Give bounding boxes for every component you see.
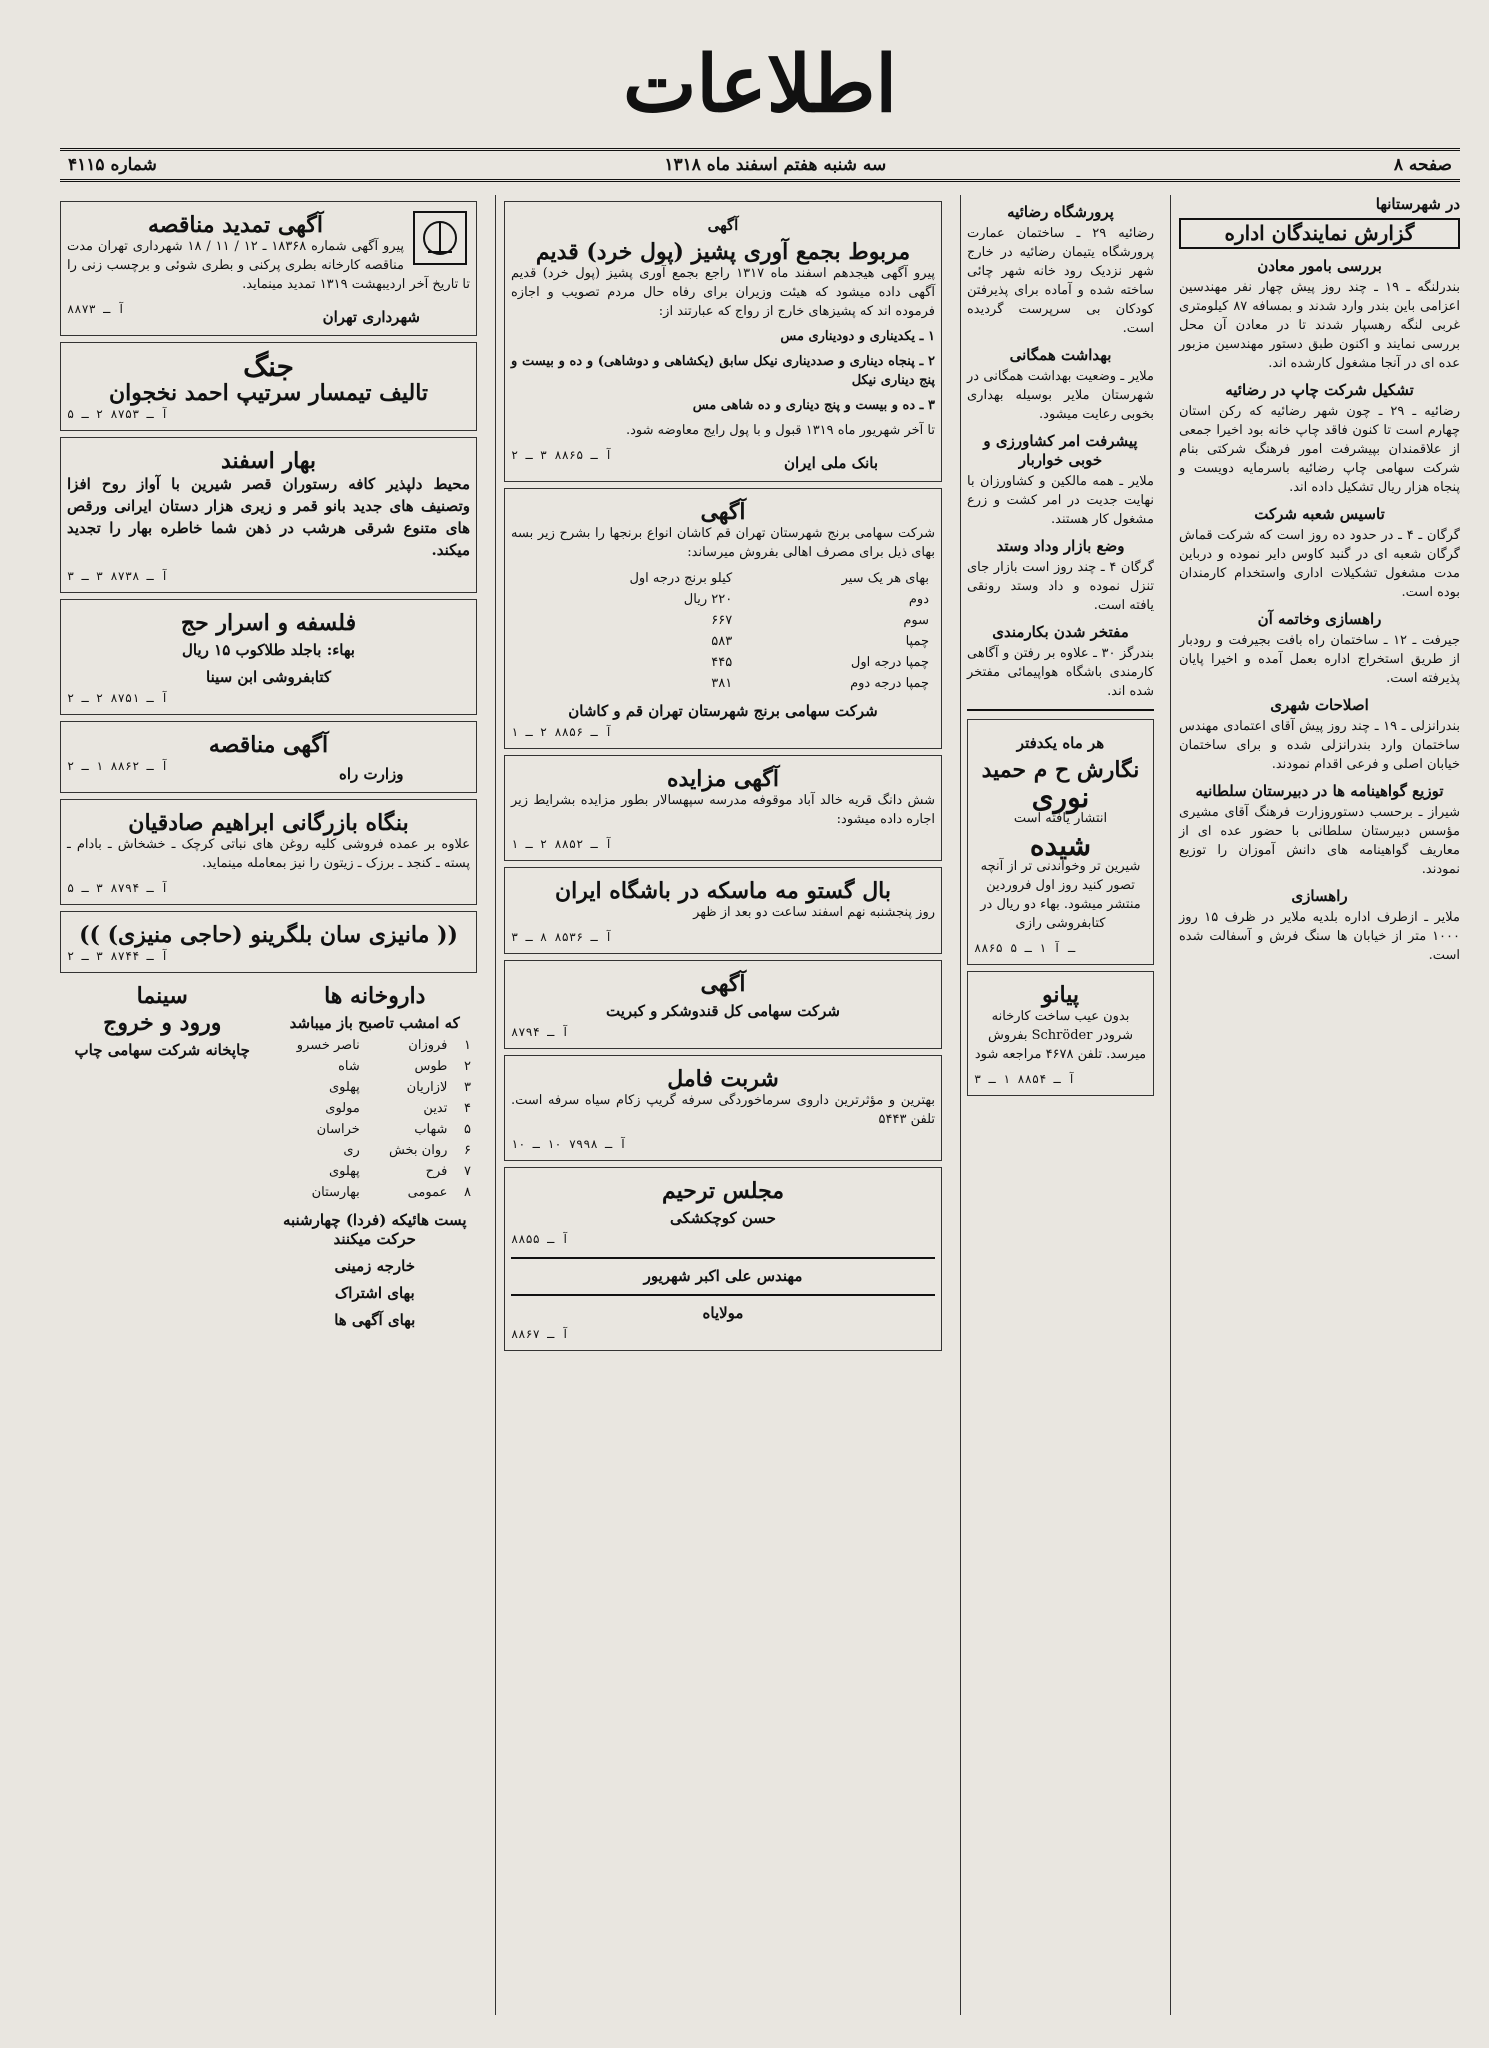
listings [60, 979, 477, 1332]
table-row [511, 589, 935, 610]
ad-heading: پیانو [1042, 982, 1079, 1008]
news-headline: تاسیس شعبه شرکت [1254, 505, 1385, 523]
table-row [273, 1077, 478, 1098]
table-cell: فروزان [408, 1038, 448, 1053]
table-cell: پهلوی [328, 1080, 360, 1095]
news-item [1179, 696, 1460, 774]
news-headline: راهسازی وخاتمه آن [1257, 610, 1382, 628]
ad-signature: مهندس علی اکبر شهریور [643, 1267, 803, 1285]
news-item [1179, 610, 1460, 688]
ad-heading: شربت فامل [667, 1066, 779, 1092]
ad-heading: بنگاه بازرگانی ابراهیم صادقیان [128, 810, 409, 836]
table-cell: دوم [908, 592, 929, 607]
news-headline: راهسازی [1291, 887, 1348, 905]
sugar-ad [504, 960, 942, 1049]
piano-ad [967, 971, 1154, 1096]
news-body: ملایر ـ وضعیت بهداشت همگانی در شهرستان ملایر بوسیله بهداری بخوبی رعایت میشود. [967, 369, 1154, 422]
table-cell: ۷ [464, 1164, 471, 1179]
ad-ref: آ ـ ۸۸۶۲ ۱ ـ ۲ [67, 759, 169, 773]
newspaper-title: اطلاعات [622, 39, 898, 130]
ad-signature: بانک ملی ایران [783, 454, 879, 472]
divider [511, 1294, 935, 1296]
dateline [60, 148, 1460, 182]
ad-ref: آ ـ ۸۷۳۸ ۳ ـ ۳ [67, 569, 169, 583]
ad-ref: آ ـ ۸۸۵۴ ۱ ـ ۳ [974, 1072, 1076, 1086]
table-cell: شهاب [414, 1122, 448, 1137]
memorial-ad [504, 1167, 942, 1351]
news-item [967, 346, 1154, 424]
table-cell: بهارستان [311, 1185, 360, 1200]
ad-ref: ۸۸۶۵ ـ آ ۱ ـ ۵ [974, 941, 1076, 955]
news-item [1179, 257, 1460, 373]
column-ads [495, 195, 950, 2015]
ad-ref: آ ـ ۷۹۹۸ ۱۰ ـ ۱۰ [511, 1137, 627, 1151]
news-headline: بررسی بامور معادن [1257, 257, 1382, 275]
ad-body: شیرین تر وخواندنی تر از آنچه تصور کنید روز اول فروردین منتشر میشود. بهاء دو ریال در کتابفروشی رازی [980, 859, 1141, 931]
post-heading: پست هائیکه (فردا) چهارشنبه حرکت میکنند [282, 1211, 467, 1248]
ad-heading: آگهی [700, 499, 746, 525]
news-list [967, 203, 1154, 701]
ad-heading: بال گستو مه ماسکه در باشگاه ایران [554, 878, 891, 904]
syrup-ad [504, 1055, 942, 1161]
table-cell: سوم [903, 613, 929, 628]
news-item [1179, 381, 1460, 497]
issue-date: سه شنبه هفتم اسفند ماه ۱۳۱۸ [664, 155, 887, 175]
ad-ref: آ ـ ۸۸۵۵ [511, 1232, 569, 1246]
pharmacy-table [273, 1035, 478, 1203]
ad-signature: شرکت سهامی کل قندوشکر و کبریت [606, 1002, 840, 1020]
cinema-heading: سینما [136, 983, 188, 1009]
news-item [967, 203, 1154, 338]
table-cell: ۶۶۷ [711, 613, 733, 628]
section-label: در شهرستانها [1375, 195, 1460, 213]
book-shop: کتابفروشی ابن سینا [206, 668, 331, 686]
news-headline: پرورشگاه رضائیه [1007, 203, 1114, 221]
issue-number: شماره ۴۱۱۵ [68, 155, 157, 175]
emblem-icon [410, 208, 470, 268]
ad-ref: آ ـ ۸۷۹۴ ۳ ـ ۵ [67, 881, 169, 895]
ad-body: محیط دلپذیر کافه رستوران قصر شیرین با آواز روح افزا وتصنیف های جدید بانو قمر و زیری هزار دستان ایرانی ورقص های متنوع شرقی هرشب در ذهن شما خاطره بهار را تجدید میکند. [67, 475, 470, 559]
table-cell: ری [343, 1143, 360, 1158]
philosophy-book-ad [60, 599, 477, 715]
table-header: کیلو برنج درجه اول [629, 571, 733, 586]
ad-body: پیرو آگهی هیجدهم اسفند ماه ۱۳۱۷ راجع بجمع آوری پشیز (پول خرد) قدیم آگهی داده میشود که هیئت وزیران برای رفاه حال مردم تصویب و اجازه فرموده اند که پشیزهای خارج از رواج که عبارتند از: [511, 266, 935, 319]
table-cell: چمپا [905, 634, 929, 649]
news-item [1179, 782, 1460, 879]
list-item: ۳ ـ ده و بیست و پنج دیناری و ده شاهی مس [692, 398, 935, 413]
table-cell: ۴۴۵ [711, 655, 733, 670]
ad-ref: آ ـ ۸۷۵۳ ۲ ـ ۵ [67, 407, 169, 421]
table-cell: ۲۲۰ ریال [683, 592, 733, 607]
news-list [1179, 257, 1460, 965]
table-row [273, 1140, 478, 1161]
mani-ad [60, 911, 477, 973]
table-cell: تدین [423, 1101, 448, 1116]
foreign-heading: خارجه زمینی [334, 1257, 415, 1275]
ad-signature: وزارت راه [338, 765, 404, 783]
ad-ref: آ ـ ۸۸۵۶ ۲ ـ ۱ [511, 725, 613, 739]
table-row [511, 652, 935, 673]
table-row [273, 1161, 478, 1182]
news-headline: اصلاحات شهری [1270, 696, 1369, 714]
news-body: گرگان ۴ ـ چند روز است بازار جای تنزل نموده و داد وستد رونقی یافته است. [967, 560, 1154, 613]
ad-body: علاوه بر عمده فروشی کلیه روغن های نباتی کرچک ـ خشخاش ـ بادام ـ پسته ـ کنجد ـ برزک ـ زیتون را نیز بمعامله مینماید. [67, 837, 470, 871]
pharmacy-heading: داروخانه ها [324, 983, 426, 1009]
ad-body: بهترین و مؤثرترین داروی سرماخوردگی سرفه گریپ زکام سیاه سرفه است. تلفن ۵۴۴۳ [511, 1093, 935, 1127]
magazine-ad [967, 719, 1154, 965]
ad-ref: آ ـ ۸۸۵۲ ۲ ـ ۱ [511, 837, 613, 851]
auction-ad [504, 755, 942, 861]
magazine-name: نوری [1031, 781, 1090, 814]
table-cell: ۸ [464, 1185, 471, 1200]
ad-heading: جنگ [243, 350, 294, 383]
ad-heading: آگهی مزایده [667, 766, 779, 792]
news-headline: توزیع گواهینامه ها در دبیرستان سلطانیه [1195, 782, 1444, 800]
ad-ref: آ ـ ۸۸۶۷ [511, 1327, 569, 1341]
book-author: تالیف تیمسار سرتیپ احمد نخجوان [108, 380, 429, 406]
ad-ref: آ ـ ۸۸۶۵ ۳ ـ ۲ [511, 448, 613, 462]
table-cell: چمپا درجه اول [850, 655, 929, 670]
ad-title: مربوط بجمع آوری پشیز (پول خرد) قدیم [535, 239, 911, 265]
ad-author: نگارش ح م حمید [981, 757, 1140, 783]
tender-ad [60, 721, 477, 793]
ad-heading: آگهی [700, 971, 746, 997]
table-row [273, 1119, 478, 1140]
ad-rates-heading: بهای آگهی ها [334, 1311, 416, 1329]
news-body: رضائیه ۲۹ ـ ساختمان عمارت پرورشگاه یتیمان رضائیه در خارج شهر نزدیک رود خانه شهر چائی ساخته شده و آماده برای پذیرفتن کودکان بی سرپرست گردیده است. [967, 226, 1154, 336]
table-row [273, 1056, 478, 1077]
news-item [1179, 887, 1460, 965]
table-row [273, 1182, 478, 1203]
table-row [511, 610, 935, 631]
column-provinces [1170, 195, 1460, 2015]
news-headline: مفتخر شدن بکارمندی [992, 623, 1129, 641]
news-body: بندرلنگه ـ ۱۹ ـ چند روز پیش چهار نفر مهندسین اعزامی باین بندر وارد شدند و بمسافه ۸۷ کیلومتری غربی لنگه رهسپار شدند تا در معادن آن محل بررسی نمایند و اکنون طبق دستور مهندسین مزبور عده ای در آنجا مشغول کارشده اند. [1179, 280, 1460, 371]
column-ads-left [60, 195, 485, 2015]
ad-heading: آگهی تمدید مناقصه [148, 212, 323, 238]
ad-signature: شهرداری تهران [322, 308, 420, 326]
news-headline: تشکیل شرکت چاپ در رضائیه [1225, 381, 1414, 399]
ad-body: بدون عیب ساخت کارخانه شرودر Schröder بفروش میرسد. تلفن ۴۶۷۸ مراجعه شود [974, 1009, 1147, 1062]
table-cell: فرح [425, 1164, 448, 1179]
ball-ad [504, 867, 942, 954]
table-cell: ناصر خسرو [296, 1038, 360, 1053]
news-body: گرگان ـ ۴ ـ در حدود ده روز است که شرکت قماش گرگان شعبه ای در گنبد کاوس دایر نموده و درباین مدت مشغول تشکیلات اداری واستخدام کارمندان بوده است. [1179, 528, 1460, 600]
ad-heading: (( مانیزی سان بلگرینو (حاجی منیزی) )) [79, 922, 458, 948]
subscription-heading: بهای اشتراک [334, 1284, 415, 1302]
coin-list [511, 327, 935, 415]
table-header: بهای هر یک سیر [841, 571, 929, 586]
table-cell: ۵ [464, 1122, 471, 1137]
table-cell: لازاریان [406, 1080, 448, 1095]
newspaper-page [60, 30, 1460, 2030]
table-cell: چمپا درجه دوم [850, 676, 929, 691]
table-cell: شاه [338, 1059, 360, 1074]
pharmacy-subheading: که امشب تاصبح باز میباشد [289, 1014, 460, 1032]
table-cell: ۴ [464, 1101, 471, 1116]
ad-ref: آ ـ ۸۸۷۳ [67, 302, 125, 316]
coin-notice [504, 201, 942, 482]
ad-note: انتشار یافته است [1013, 811, 1108, 826]
ad-signature: مولایاه [702, 1304, 744, 1322]
table-cell: ۵۸۳ [711, 634, 733, 649]
ad-ref: آ ـ ۸۷۴۴ ۳ ـ ۲ [67, 949, 169, 963]
news-headline: وضع بازار وداد وستد [996, 537, 1125, 555]
table-cell: ۳۸۱ [711, 676, 733, 691]
section-banner: گزارش نمایندگان اداره [1179, 218, 1460, 249]
news-headline: پیشرفت امر کشاورزی و خوبی خواربار [983, 432, 1138, 469]
book-price: بهاء: باجلد طلاکوب ۱۵ ریال [182, 641, 355, 659]
book-ad [60, 342, 477, 431]
price-table [511, 568, 935, 694]
news-body: رضائیه ـ ۲۹ ـ چون شهر رضائیه که رکن استان چهارم است تا کنون فاقد چاپ خانه بود اخیرا جمعی از علاقمندان بپیشرفت امور فرهنگ شرکتی بنام شرکت سهامی چاپ رضائیه باسرمایه دویست و پنجاه هزار ریال تشکیل داده اند. [1179, 404, 1460, 495]
news-body: بندرگز ۳۰ ـ علاوه بر رفتن و آگاهی کارمندی باشگاه هواپیمائی مفتخر شده اند. [967, 646, 1154, 699]
news-item [967, 537, 1154, 615]
table-cell: ۲ [464, 1059, 471, 1074]
news-body: جیرفت ـ ۱۲ ـ ساختمان راه بافت بجیرفت و رودبار از طریق استخراج اداره بعمل آمده و اخیرا پایان پذیرفته است. [1179, 633, 1460, 686]
ad-body: روز پنجشنبه نهم اسفند ساعت دو بعد از ظهر [693, 905, 935, 920]
ad-ref: آ ـ ۸۷۹۴ [511, 1025, 569, 1039]
news-body: ملایر ـ ازطرف اداره بلدیه ملایر در ظرف ۱۵ روز ۱۰۰۰ متر از خیابان ها سنگ فرش و آسفالت شده است. [1179, 910, 1460, 963]
ad-body: پیرو آگهی شماره ۱۸۳۶۸ ـ ۱۲ / ۱۱ / ۱۸ شهرداری تهران مدت مناقصه کارخانه بطری پرکنی و بطری شوئی و برچسب زنی را تا تاریخ آخر اردیبهشت ۱۳۱۹ تمدید مینماید. [67, 239, 470, 292]
column-news-2 [960, 195, 1160, 2015]
table-cell: ۳ [464, 1080, 471, 1095]
list-item: ۲ ـ پنجاه دیناری و صددیناری نیکل سابق (یکشاهی و دوشاهی) و ده و بیست و پنج دیناری نیکل [511, 354, 935, 388]
ad-body: شرکت سهامی برنج شهرستان تهران قم کاشان انواع برنجها را بشرح زیر بسه بهای ذیل برای مصرف اهالی بفروش میرساند: [511, 526, 935, 560]
ad-signature: حسن کوچکشکی [670, 1209, 776, 1227]
divider [511, 1257, 935, 1259]
ad-ref: آ ـ ۸۵۳۶ ۸ ـ ۳ [511, 930, 613, 944]
news-body: ملایر ـ همه مالکین و کشاورزان با نهایت جدیت در امر کشت و زرع مشغول کار هستند. [967, 474, 1154, 527]
tender-extension-ad [60, 201, 477, 336]
table-row [273, 1098, 478, 1119]
magazine-name-2: شیده [1029, 829, 1092, 862]
table-cell: خراسان [316, 1122, 360, 1137]
travel-heading: ورود و خروج [103, 1010, 222, 1036]
table-row [511, 631, 935, 652]
news-item [967, 432, 1154, 529]
ad-ref: آ ـ ۸۷۵۱ ۲ ـ ۲ [67, 691, 169, 705]
printer-name: چاپخانه شرکت سهامی چاپ [74, 1041, 250, 1059]
divider [967, 709, 1154, 711]
table-cell: روان بخش [388, 1143, 448, 1158]
list-item: ۱ ـ یکدیناری و دودیناری مس [780, 329, 935, 344]
table-cell: عمومی [407, 1185, 448, 1200]
news-headline: بهداشت همگانی [1009, 346, 1112, 364]
table-cell: طوس [414, 1059, 448, 1074]
ad-heading: آگهی [707, 216, 739, 234]
ad-heading: مجلس ترحیم [661, 1178, 785, 1204]
ad-heading: آگهی مناقصه [208, 732, 329, 758]
ad-body: شش دانگ قریه خالد آباد موقوفه مدرسه سپهسالار بطور مزایده بشرایط زیر اجاره داده میشود: [511, 793, 935, 827]
table-cell: پهلوی [328, 1164, 360, 1179]
news-body: شیراز ـ برحسب دستوروزارت فرهنگ آقای مشیری مؤسس دبیرستان سلطانی با حضور عده ای از معاریف گواهینامه های دانش آموزان را توزیع نمودند. [1179, 805, 1460, 877]
news-item [1179, 505, 1460, 602]
ad-heading: هر ماه یکدفتر [1016, 734, 1105, 752]
table-row [511, 673, 935, 694]
trade-ad [60, 799, 477, 905]
rice-ad [504, 488, 942, 749]
ad-heading: فلسفه و اسرار حج [180, 610, 357, 636]
ad-tail: تا آخر شهریور ماه ۱۳۱۹ قبول و با پول رایج معاوضه شود. [625, 423, 935, 438]
cafe-ad [60, 437, 477, 593]
table-row [273, 1035, 478, 1056]
masthead [60, 30, 1460, 140]
table-cell: مولوی [325, 1101, 360, 1116]
page-number: صفحه ۸ [1393, 155, 1452, 175]
ad-signature: شرکت سهامی برنج شهرستان تهران قم و کاشان [568, 702, 878, 720]
table-cell: ۱ [464, 1038, 471, 1053]
ad-heading: بهار اسفند [220, 448, 317, 474]
news-body: بندرانزلی ـ ۱۹ ـ چند روز پیش آقای اعتمادی مهندس ساختمان وارد بندرانزلی شده و برای ساختمان خیابان اصلی و فرعی اقدام نمودند. [1179, 719, 1460, 772]
table-cell: ۶ [464, 1143, 471, 1158]
news-item [967, 623, 1154, 701]
